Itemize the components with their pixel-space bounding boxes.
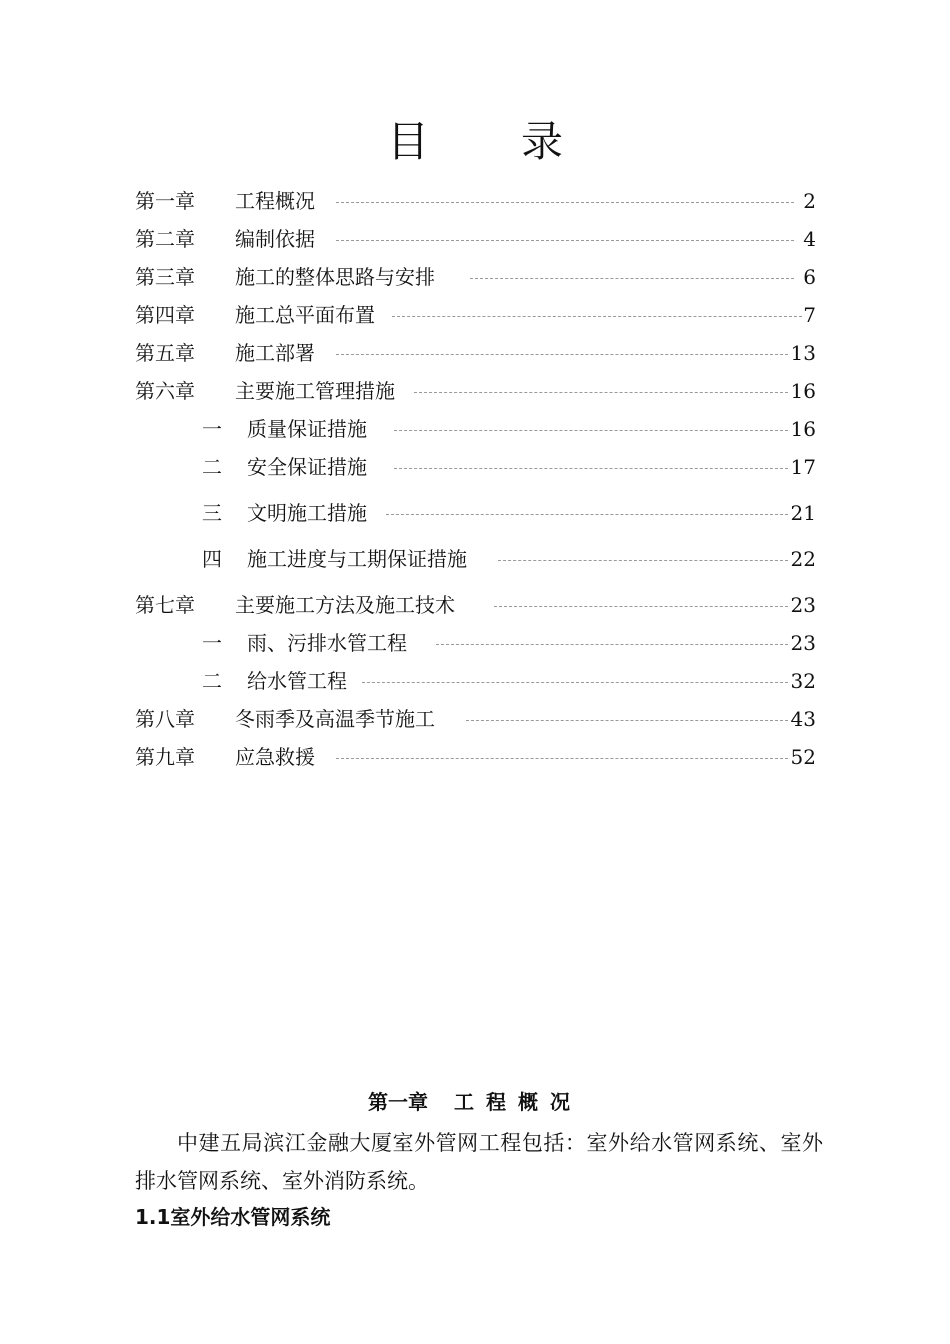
chapter-intro-paragraph: 中建五局滨江金融大厦室外管网工程包括：室外给水管网系统、室外排水管网系统、室外消防系统。 (135, 1131, 823, 1193)
section-heading: 1.1室外给水管网系统 (135, 1205, 331, 1229)
toc-entry-number: 一 (202, 631, 222, 655)
toc-entry-number: 第九章 (135, 745, 195, 769)
toc-entry-title: 工程概况 (235, 189, 315, 213)
toc-entry-title: 施工进度与工期保证措施 (247, 547, 467, 571)
toc-entry-title: 质量保证措施 (247, 417, 367, 441)
toc-entry-title: 冬雨季及高温季节施工 (235, 707, 435, 731)
chapter-heading (0, 1088, 950, 1116)
toc-entry[interactable] (0, 546, 816, 572)
toc-entry-number: 二 (202, 455, 222, 479)
chapter-title: 工程概况 (454, 1090, 582, 1114)
toc-entry-number: 第三章 (135, 265, 195, 289)
toc-entry-number: 第四章 (135, 303, 195, 327)
toc-entry-number: 第八章 (135, 707, 195, 731)
toc-leader-dots (498, 560, 788, 561)
toc-entry-number: 第五章 (135, 341, 195, 365)
toc-entry-page: 22 (790, 547, 816, 571)
toc-entry-page: 32 (790, 669, 816, 693)
toc-entry[interactable] (0, 416, 816, 442)
toc-leader-dots (336, 240, 794, 241)
toc-entry[interactable] (0, 630, 816, 656)
toc-entry-page: 4 (803, 227, 816, 251)
toc-entry-page: 21 (790, 501, 816, 525)
toc-leader-dots (394, 430, 788, 431)
toc-entry-page: 16 (790, 379, 816, 403)
toc-entry[interactable] (0, 668, 816, 694)
toc-title: 目录 (386, 117, 655, 166)
toc-entry-number: 四 (202, 547, 222, 571)
toc-entry[interactable] (0, 302, 816, 328)
chapter-number: 第一章 (368, 1090, 428, 1114)
toc-entry[interactable] (0, 744, 816, 770)
toc-entry-page: 13 (790, 341, 816, 365)
toc-entry-title: 给水管工程 (247, 669, 347, 693)
toc-entry-number: 第七章 (135, 593, 195, 617)
toc-entry-title: 雨、污排水管工程 (247, 631, 407, 655)
toc-entry-number: 第一章 (135, 189, 195, 213)
toc-leader-dots (494, 606, 788, 607)
toc-entry-page: 6 (803, 265, 816, 289)
toc-entry-title: 施工部署 (235, 341, 315, 365)
toc-entry-title: 编制依据 (235, 227, 315, 251)
toc-entry-page: 23 (790, 631, 816, 655)
toc-entry-number: 三 (202, 501, 222, 525)
toc-entry[interactable] (0, 340, 816, 366)
toc-entry-number: 第二章 (135, 227, 195, 251)
toc-leader-dots (436, 644, 788, 645)
toc-leader-dots (386, 514, 788, 515)
toc-entry-title: 文明施工措施 (247, 501, 367, 525)
toc-leader-dots (336, 758, 788, 759)
toc-entry-page: 17 (790, 455, 816, 479)
toc-entry[interactable] (0, 706, 816, 732)
toc-leader-dots (466, 720, 788, 721)
toc-leader-dots (394, 468, 788, 469)
toc-entry-title: 安全保证措施 (247, 455, 367, 479)
toc-entry-page: 2 (803, 189, 816, 213)
toc-leader-dots (392, 316, 802, 317)
toc-leader-dots (336, 354, 788, 355)
toc-leader-dots (336, 202, 794, 203)
toc-entry-number: 一 (202, 417, 222, 441)
toc-entry-title: 施工总平面布置 (235, 303, 375, 327)
toc-entry-page: 7 (803, 303, 816, 327)
toc-entry[interactable] (0, 226, 816, 252)
toc-entry-title: 应急救援 (235, 745, 315, 769)
toc-entry-page: 16 (790, 417, 816, 441)
toc-entry-title: 主要施工方法及施工技术 (235, 593, 455, 617)
toc-entry[interactable] (0, 592, 816, 618)
toc-entry[interactable] (0, 454, 816, 480)
toc-entry-number: 第六章 (135, 379, 195, 403)
toc-entry-title: 主要施工管理措施 (235, 379, 395, 403)
toc-leader-dots (362, 682, 788, 683)
toc-entry[interactable] (0, 500, 816, 526)
toc-entry[interactable] (0, 188, 816, 214)
toc-leader-dots (414, 392, 788, 393)
toc-entry-page: 52 (790, 745, 816, 769)
toc-entry[interactable] (0, 378, 816, 404)
toc-leader-dots (470, 278, 794, 279)
toc-entry-number: 二 (202, 669, 222, 693)
toc-entry-page: 43 (790, 707, 816, 731)
toc-entry-page: 23 (790, 593, 816, 617)
toc-entry-title: 施工的整体思路与安排 (235, 265, 435, 289)
toc-entry[interactable] (0, 264, 816, 290)
